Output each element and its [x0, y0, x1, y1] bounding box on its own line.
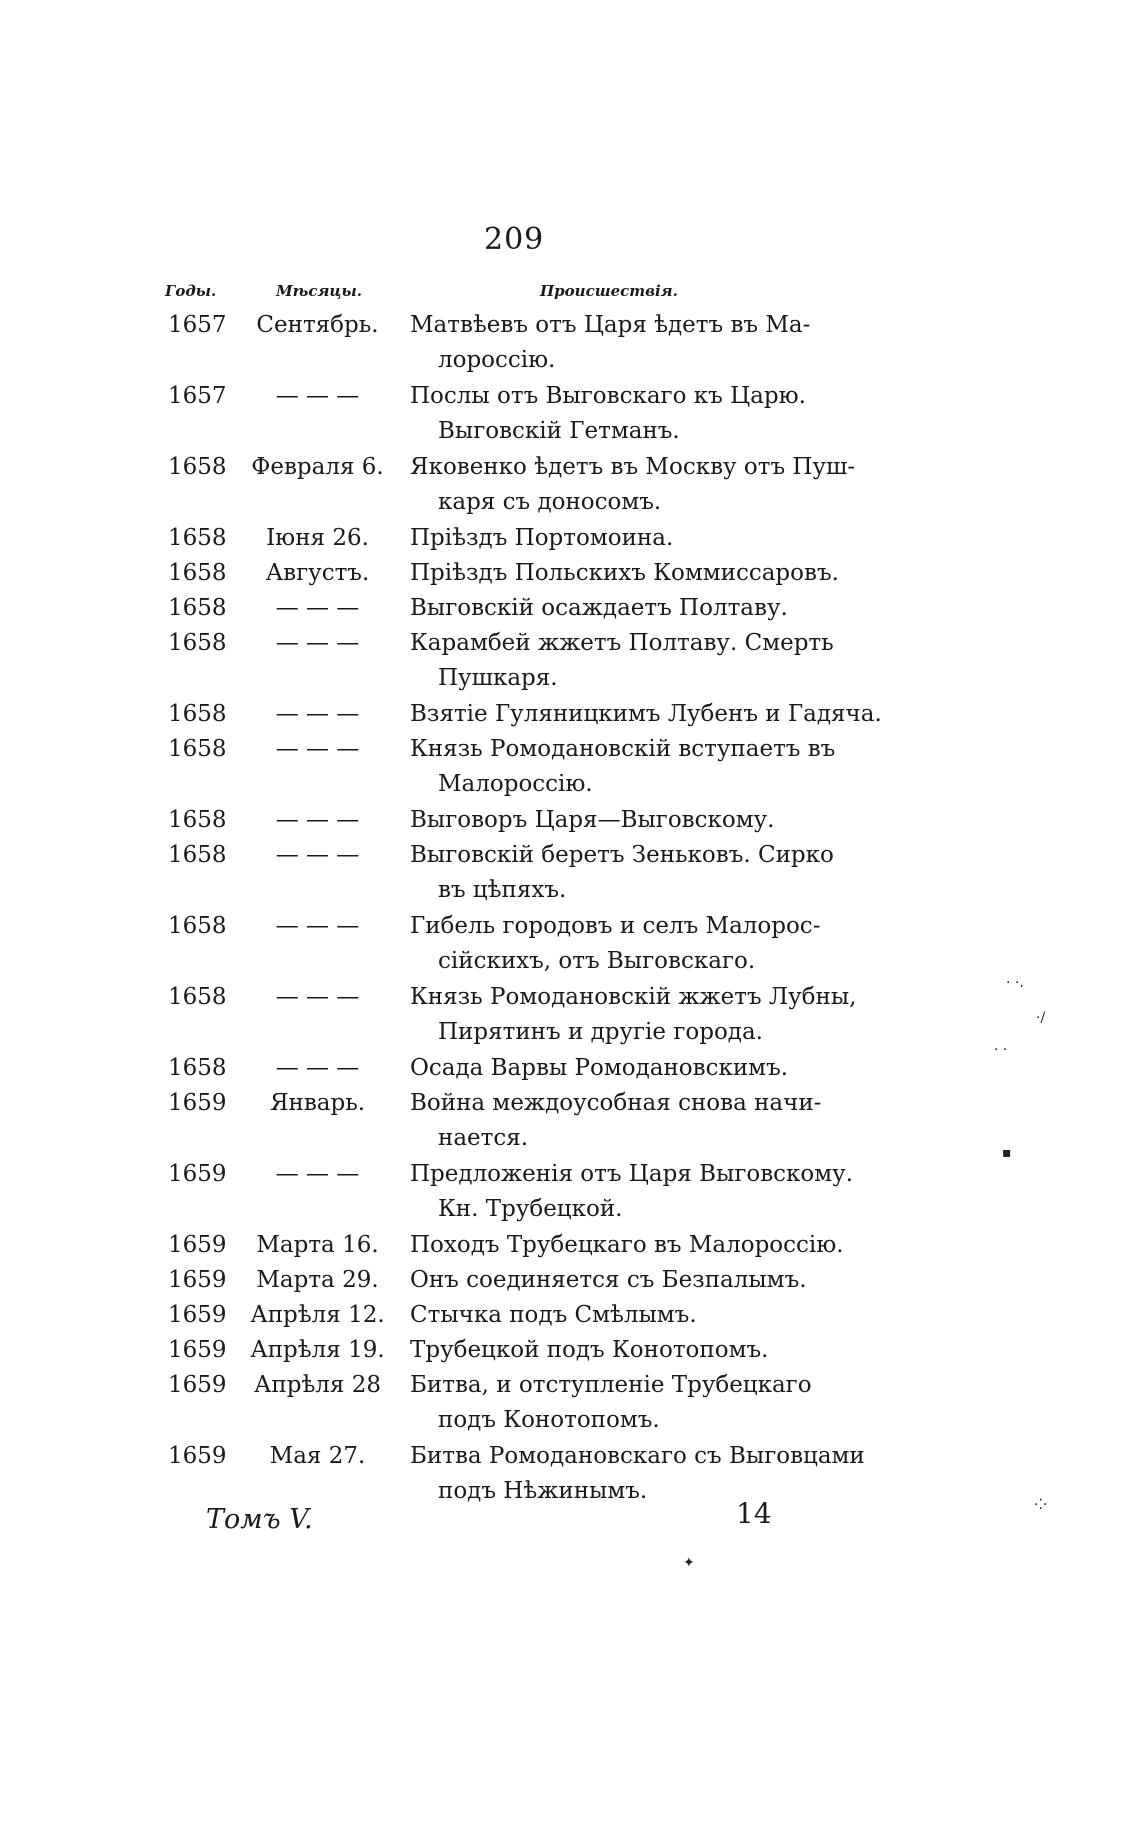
table-row — [0, 980, 1140, 1051]
ink-speck: · · — [994, 1042, 1008, 1058]
event-line: Война междоусобная снова начи- — [410, 1090, 822, 1116]
event-line: Князь Ромодановскій вступаетъ въ — [410, 736, 836, 762]
event-line: Матвѣевъ отъ Царя ѣдетъ въ Ма- — [410, 312, 811, 338]
event-line: Взятіе Гуляницкимъ Лубенъ и Гадяча. — [410, 701, 882, 727]
entry-month: Мая 27. — [269, 1443, 366, 1469]
event-line-continued: сійскихъ, отъ Выговскаго. — [438, 948, 756, 974]
footer-signature: 14 — [736, 1497, 772, 1530]
event-line-continued: Кн. Трубецкой. — [438, 1196, 623, 1222]
event-line: Князь Ромодановскій жжетъ Лубны, — [410, 984, 857, 1010]
table-row — [0, 1228, 1140, 1263]
table-row — [0, 697, 1140, 732]
entry-event — [410, 909, 860, 979]
event-line-continued: Пушкаря. — [438, 665, 558, 691]
table-row — [0, 1157, 1140, 1228]
page-number: 209 — [484, 222, 545, 257]
entry-event — [410, 1157, 860, 1227]
entry-year: 1658 — [168, 595, 227, 621]
ink-speck: ·⁚· — [1034, 1497, 1048, 1513]
event-line: Выговскій осаждаетъ Полтаву. — [410, 595, 788, 621]
event-line: Походъ Трубецкаго въ Малороссію. — [410, 1232, 844, 1258]
entry-event — [410, 308, 860, 378]
table-row — [0, 450, 1140, 521]
entry-year: 1658 — [168, 736, 227, 762]
entry-year: 1658 — [168, 701, 227, 727]
table-row — [0, 556, 1140, 591]
event-line: Онъ соединяется съ Безпалымъ. — [410, 1267, 807, 1293]
table-row — [0, 909, 1140, 980]
entry-event — [410, 1086, 860, 1156]
entry-month: — — — — [275, 595, 360, 621]
event-line-continued: Малороссію. — [438, 771, 593, 797]
table-row — [0, 1333, 1140, 1368]
event-line-continued: въ цѣпяхъ. — [438, 877, 567, 903]
ink-speck: · ·. — [1006, 975, 1024, 991]
event-line-continued: Выговскій Гетманъ. — [438, 418, 680, 444]
entry-event — [410, 803, 860, 838]
table-row — [0, 1439, 1140, 1510]
entry-year: 1658 — [168, 807, 227, 833]
event-line: Пріѣздъ Портомоина. — [410, 525, 674, 551]
table-row — [0, 838, 1140, 909]
entry-year: 1658 — [168, 984, 227, 1010]
table-row — [0, 803, 1140, 838]
table-row — [0, 1298, 1140, 1333]
chronology-table — [0, 308, 1140, 1510]
table-row — [0, 626, 1140, 697]
table-row — [0, 521, 1140, 556]
event-line: Стычка подъ Смѣлымъ. — [410, 1302, 697, 1328]
table-row — [0, 308, 1140, 379]
header-year: Годы. — [165, 282, 217, 300]
event-line-continued: Пирятинъ и другіе города. — [438, 1019, 763, 1045]
table-row — [0, 591, 1140, 626]
entry-month: Январь. — [269, 1090, 366, 1116]
event-line-continued: подъ Конотопомъ. — [438, 1407, 660, 1433]
entry-month: — — — — [275, 1055, 360, 1081]
entry-month: — — — — [275, 984, 360, 1010]
entry-event — [410, 838, 860, 908]
entry-month: Апрѣля 12. — [250, 1302, 385, 1328]
entry-event — [410, 450, 860, 520]
entry-year: 1658 — [168, 525, 227, 551]
event-line: Осада Варвы Ромодановскимъ. — [410, 1055, 789, 1081]
entry-month: Марта 16. — [256, 1232, 379, 1258]
entry-year: 1659 — [168, 1372, 227, 1398]
event-line: Послы отъ Выговскаго къ Царю. — [410, 383, 806, 409]
entry-month: Августъ. — [265, 560, 370, 586]
entry-event — [410, 379, 860, 449]
entry-month: — — — — [275, 701, 360, 727]
entry-year: 1659 — [168, 1302, 227, 1328]
entry-event — [410, 1333, 860, 1368]
table-row — [0, 1086, 1140, 1157]
header-month: Мѣсяцы. — [276, 282, 362, 300]
entry-month: — — — — [275, 807, 360, 833]
event-line: Яковенко ѣдетъ въ Москву отъ Пуш- — [410, 454, 856, 480]
entry-event — [410, 1298, 860, 1333]
entry-month: — — — — [275, 842, 360, 868]
entry-month: Іюня 26. — [266, 525, 369, 551]
entry-year: 1658 — [168, 913, 227, 939]
event-line: Трубецкой подъ Конотопомъ. — [410, 1337, 769, 1363]
entry-month: — — — — [275, 383, 360, 409]
entry-year: 1659 — [168, 1337, 227, 1363]
entry-year: 1659 — [168, 1161, 227, 1187]
entry-event — [410, 697, 882, 732]
entry-year: 1659 — [168, 1090, 227, 1116]
ink-speck: ✦ — [683, 1555, 695, 1571]
table-row — [0, 379, 1140, 450]
entry-year: 1657 — [168, 383, 227, 409]
entry-year: 1659 — [168, 1232, 227, 1258]
event-line: Выговскій беретъ Зеньковъ. Сирко — [410, 842, 834, 868]
entry-month: Марта 29. — [256, 1267, 379, 1293]
entry-event — [410, 626, 860, 696]
entry-year: 1659 — [168, 1267, 227, 1293]
entry-month: Апрѣля 28 — [253, 1372, 382, 1398]
entry-event — [410, 980, 860, 1050]
event-line-continued: лороссію. — [438, 347, 556, 373]
entry-year: 1659 — [168, 1443, 227, 1469]
entry-year: 1658 — [168, 842, 227, 868]
entry-event — [410, 732, 860, 802]
entry-event — [410, 1368, 860, 1438]
event-line: Выговоръ Царя—Выговскому. — [410, 807, 775, 833]
event-line-continued: подъ Нѣжинымъ. — [438, 1478, 648, 1504]
table-row — [0, 1051, 1140, 1086]
entry-year: 1658 — [168, 454, 227, 480]
entry-event — [410, 1263, 860, 1298]
entry-event — [410, 1439, 865, 1509]
entry-event — [410, 1228, 860, 1263]
entry-year: 1657 — [168, 312, 227, 338]
header-event: Происшествія. — [540, 282, 678, 300]
entry-year: 1658 — [168, 560, 227, 586]
ink-speck: ▪ — [1002, 1145, 1012, 1161]
event-line: Пріѣздъ Польскихъ Коммиссаровъ. — [410, 560, 839, 586]
entry-month: Февраля 6. — [251, 454, 384, 480]
table-row — [0, 1368, 1140, 1439]
entry-year: 1658 — [168, 1055, 227, 1081]
event-line: Битва, и отступленіе Трубецкаго — [410, 1372, 812, 1398]
table-row — [0, 1263, 1140, 1298]
entry-month: — — — — [275, 630, 360, 656]
entry-year: 1658 — [168, 630, 227, 656]
entry-month: — — — — [275, 736, 360, 762]
entry-event — [410, 521, 860, 556]
entry-event — [410, 1051, 860, 1086]
event-line-continued: каря съ доносомъ. — [438, 489, 662, 515]
column-headers — [0, 282, 1140, 306]
event-line: Карамбей жжетъ Полтаву. Смерть — [410, 630, 834, 656]
entry-month: Апрѣля 19. — [250, 1337, 385, 1363]
entry-month: Сентябрь. — [256, 312, 379, 338]
entry-month: — — — — [275, 913, 360, 939]
event-line: Гибель городовъ и селъ Малорос- — [410, 913, 821, 939]
table-row — [0, 732, 1140, 803]
entry-event — [410, 556, 860, 591]
event-line-continued: нается. — [438, 1125, 529, 1151]
event-line: Битва Ромодановскаго съ Выговцами — [410, 1443, 865, 1469]
entry-event — [410, 591, 860, 626]
ink-speck: ·/ — [1036, 1010, 1046, 1026]
event-line: Предложенія отъ Царя Выговскому. — [410, 1161, 854, 1187]
entry-month: — — — — [275, 1161, 360, 1187]
footer-volume: Томъ V. — [206, 1504, 313, 1535]
